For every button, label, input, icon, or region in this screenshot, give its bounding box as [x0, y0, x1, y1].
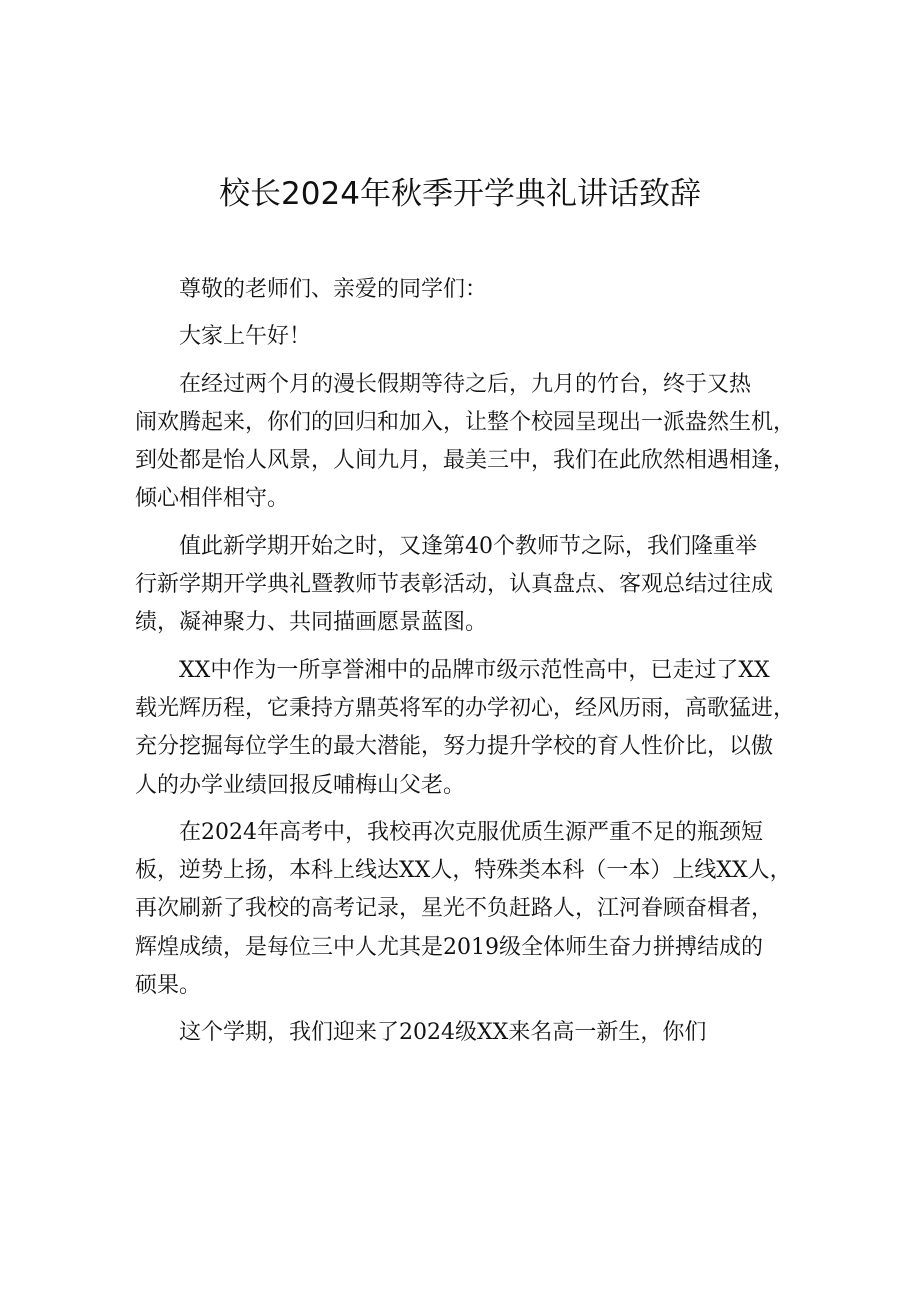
paragraph — [135, 652, 796, 805]
paragraph-line: 人的办学业绩回报反哺梅山父老。 — [135, 772, 466, 798]
paragraph — [135, 814, 792, 1005]
paragraph-line: 载光辉历程，它秉持方鼎英将军的办学初心，经风历雨，高歌猛进， — [135, 695, 796, 721]
paragraph-line: 板，逆势上扬，本科上线达XX人，特殊类本科（一本）上线XX人， — [135, 858, 792, 884]
paragraph-line: 行新学期开学典礼暨教师节表彰活动，认真盘点、客观总结过往成 — [135, 572, 774, 598]
paragraph — [135, 528, 787, 643]
paragraph-line: 值此新学期开始之时，又逢第40个教师节之际，我们隆重举 — [179, 533, 757, 559]
document-body — [135, 271, 796, 1053]
paragraph-line: 辉煌成绩，是每位三中人尤其是2019级全体师生奋力拼搏结成的 — [135, 934, 763, 960]
document-title: 校长2024年秋季开学典礼讲话致辞 — [219, 176, 701, 212]
paragraph-line: 再次刷新了我校的高考记录，星光不负赶路人，江河眷顾奋楫者， — [135, 896, 774, 922]
paragraph-line: 在经过两个月的漫长假期等待之后，九月的竹台，终于又热 — [179, 371, 752, 397]
paragraph-line: 充分挖掘每位学生的最大潜能，努力提升学校的育人性价比，以傲 — [135, 734, 774, 760]
paragraph-line: 在2024年高考中，我校再次克服优质生源严重不足的瓶颈短 — [179, 819, 763, 845]
paragraph-line: 倾心相伴相守。 — [135, 486, 290, 512]
paragraph-line: 大家上午好！ — [179, 324, 312, 350]
paragraph-line: 尊敬的老师们、亲爱的同学们： — [179, 277, 488, 302]
paragraph-line: 这个学期，我们迎来了2024级XX来名高一新生，你们 — [179, 1020, 707, 1046]
paragraph-line: 闹欢腾起来，你们的回归和加入，让整个校园呈现出一派盎然生机， — [135, 409, 796, 435]
paragraph-salutation — [135, 271, 787, 309]
paragraph — [135, 1014, 787, 1052]
paragraph-line: XX中作为一所享誉湘中的品牌市级示范性高中，已走过了XX — [179, 657, 770, 683]
paragraph-line: 到处都是怡人风景，人间九月，最美三中，我们在此欣然相遇相逢， — [135, 448, 796, 474]
paragraph-greeting — [135, 318, 787, 356]
paragraph-line: 绩，凝神聚力、共同描画愿景蓝图。 — [135, 610, 488, 636]
paragraph — [135, 366, 796, 519]
paragraph-line: 硕果。 — [135, 973, 202, 999]
